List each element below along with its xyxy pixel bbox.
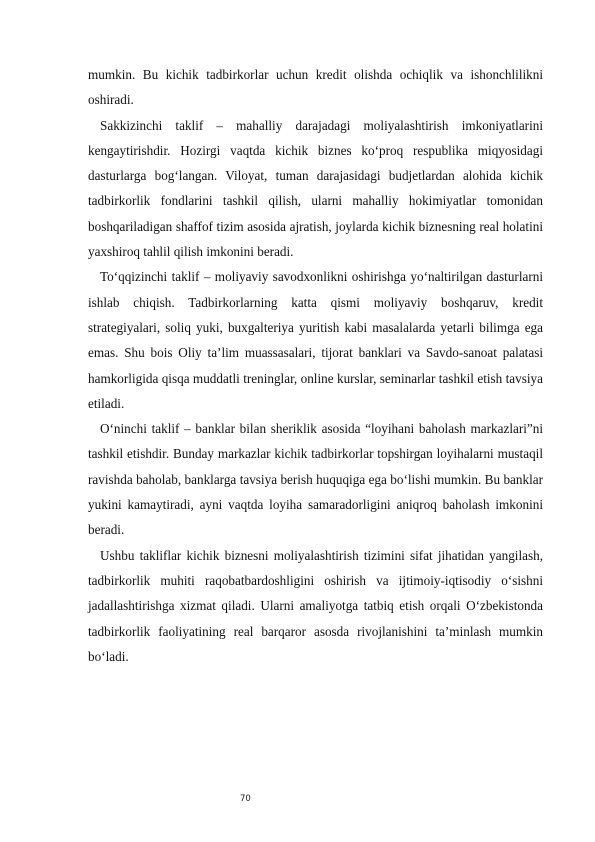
page-body: [88, 62, 543, 669]
page-number: 70: [240, 794, 251, 804]
paragraph-continuation: mumkin. Bu kichik tadbirkorlar uchun kredit olishda ochiqlik va ishonchlilikni oshiradi.: [88, 67, 543, 108]
paragraph-conclusion: Ushbu takliflar kichik biznesni moliyalashtirish tizimini sifat jihatidan yangilash, tadbirkorlik muhiti raqobatbardoshligini oshirish va ijtimoiy-iqtisodiy oʻsishni jadallashtirishga xizmat qiladi. Ularni amaliyotga tatbiq etish orqali Oʻzbekistonda tadbirkorlik faoliyatining real barqaror asosda rivojlanishini taʼminlash mumkin boʻladi.: [88, 547, 543, 664]
paragraph-tenth-proposal: Oʻninchi taklif – banklar bilan sheriklik asosida “loyihani baholash markazlari”ni tashkil etishdir. Bunday markazlar kichik tadbirkorlar topshirgan loyihalarni mustaqil ravishda baholab, banklarga tavsiya berish huquqiga ega boʻlishi mumkin. Bu banklar yukini kamaytiradi, ayni vaqtda loyiha samaradorligini aniqroq baholash imkonini beradi.: [88, 421, 543, 538]
paragraph-eighth-proposal: Sakkizinchi taklif – mahalliy darajadagi moliyalashtirish imkoniyatlarini kengaytirishdir. Hozirgi vaqtda kichik biznes koʻproq respublika miqyosidagi dasturlarga bogʻlangan. Viloyat, tuman darajasidagi budjetlardan alohida kichik tadbirkorlik fondlarini tashkil qilish, ularni mahalliy hokimiyatlar tomonidan boshqariladigan shaffof tizim asosida ajratish, joylarda kichik biznesning real holatini yaxshiroq tahlil qilish imkonini beradi.: [88, 117, 543, 260]
paragraph-ninth-proposal: Toʻqqizinchi taklif – moliyaviy savodxonlikni oshirishga yoʻnaltirilgan dasturlarni ishlab chiqish. Tadbirkorlarning katta qismi moliyaviy boshqaruv, kredit strategiyalari, soliq yuki, buxgalteriya yuritish kabi masalalarda yetarli bilimga ega emas. Shu bois Oliy taʼlim muassasalari, tijorat banklari va Savdo-sanoat palatasi hamkorligida qisqa muddatli treninglar, online kurslar, seminarlar tashkil etish tavsiya etiladi.: [88, 269, 543, 411]
